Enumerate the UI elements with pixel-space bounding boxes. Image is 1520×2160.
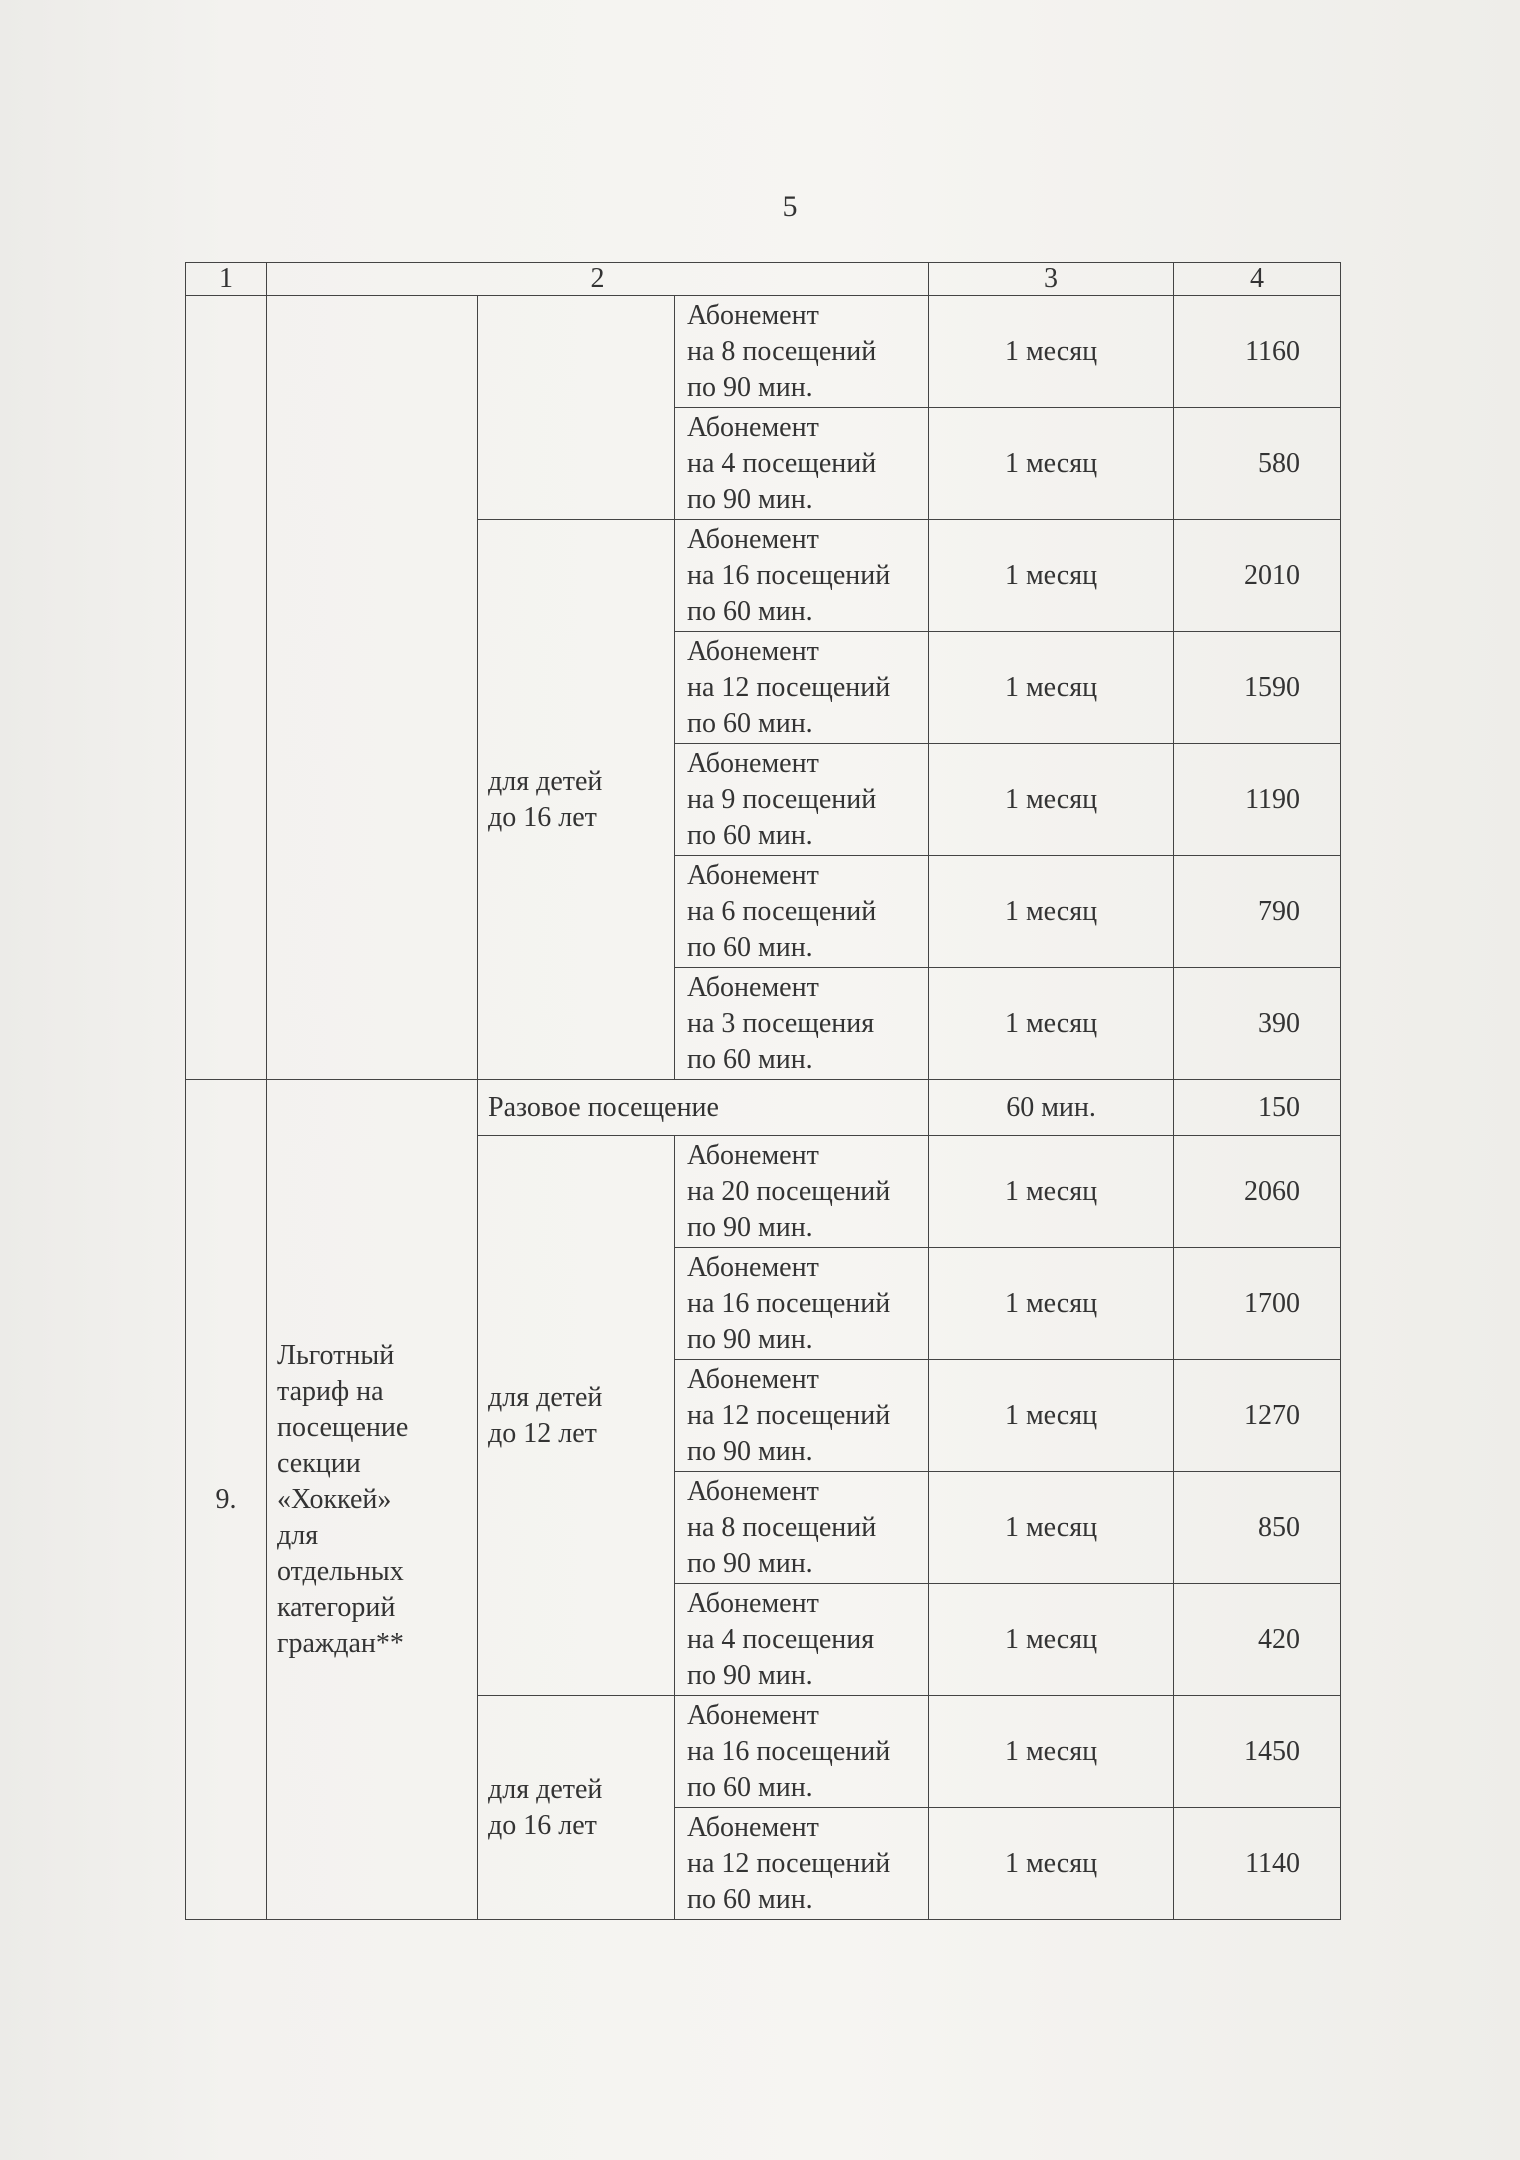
subscription-item: Абонемент на 3 посещения по 60 мин. xyxy=(675,968,929,1080)
subscription-item: Абонемент на 20 посещений по 90 мин. xyxy=(675,1136,929,1248)
service-name-cell-empty xyxy=(267,296,478,1080)
subscription-item: Абонемент на 12 посещений по 90 мин. xyxy=(675,1360,929,1472)
duration-cell: 1 месяц xyxy=(929,1472,1174,1584)
duration-cell: 1 месяц xyxy=(929,1584,1174,1696)
row-number-cell-empty xyxy=(186,296,267,1080)
duration-cell: 1 месяц xyxy=(929,1248,1174,1360)
subscription-item: Абонемент на 4 посещений по 90 мин. xyxy=(675,408,929,520)
subscription-item: Абонемент на 6 посещений по 60 мин. xyxy=(675,856,929,968)
service-name: Льготный тариф на посещение секции «Хоккей» для отдельных категорий граждан** xyxy=(267,1080,478,1920)
single-visit-item: Разовое посещение xyxy=(478,1080,929,1136)
duration-cell: 1 месяц xyxy=(929,520,1174,632)
header-col-3: 3 xyxy=(929,263,1174,296)
price-cell: 850 xyxy=(1174,1472,1341,1584)
table-header-row xyxy=(186,263,1341,296)
subscription-item: Абонемент на 16 посещений по 60 мин. xyxy=(675,1696,929,1808)
price-cell: 1700 xyxy=(1174,1248,1341,1360)
table-row xyxy=(186,296,1341,408)
header-col-2: 2 xyxy=(267,263,929,296)
tariff-table xyxy=(185,262,1341,1920)
subscription-item: Абонемент на 8 посещений по 90 мин. xyxy=(675,1472,929,1584)
price-cell: 420 xyxy=(1174,1584,1341,1696)
price-cell: 390 xyxy=(1174,968,1341,1080)
table-row xyxy=(186,1080,1341,1136)
duration-cell: 1 месяц xyxy=(929,856,1174,968)
subscription-item: Абонемент на 12 посещений по 60 мин. xyxy=(675,632,929,744)
subscription-item: Абонемент на 16 посещений по 90 мин. xyxy=(675,1248,929,1360)
duration-cell: 1 месяц xyxy=(929,632,1174,744)
duration-cell: 1 месяц xyxy=(929,296,1174,408)
age-group-label: для детей до 16 лет xyxy=(478,1696,675,1920)
duration-cell: 1 месяц xyxy=(929,1696,1174,1808)
price-cell: 580 xyxy=(1174,408,1341,520)
duration-cell: 1 месяц xyxy=(929,744,1174,856)
age-group-label: для детей до 16 лет xyxy=(478,520,675,1080)
duration-cell: 60 мин. xyxy=(929,1080,1174,1136)
page-number: 5 xyxy=(782,190,798,223)
subscription-item: Абонемент на 16 посещений по 60 мин. xyxy=(675,520,929,632)
subscription-item: Абонемент на 4 посещения по 90 мин. xyxy=(675,1584,929,1696)
price-cell: 2010 xyxy=(1174,520,1341,632)
age-group-label: для детей до 12 лет xyxy=(478,1136,675,1696)
price-cell: 1270 xyxy=(1174,1360,1341,1472)
duration-cell: 1 месяц xyxy=(929,1808,1174,1920)
age-group-cell-empty xyxy=(478,296,675,520)
duration-cell: 1 месяц xyxy=(929,1136,1174,1248)
subscription-item: Абонемент на 8 посещений по 90 мин. xyxy=(675,296,929,408)
row-number: 9. xyxy=(186,1080,267,1920)
price-cell: 1140 xyxy=(1174,1808,1341,1920)
price-cell: 1450 xyxy=(1174,1696,1341,1808)
header-col-4: 4 xyxy=(1174,263,1341,296)
price-cell: 790 xyxy=(1174,856,1341,968)
subscription-item: Абонемент на 9 посещений по 60 мин. xyxy=(675,744,929,856)
price-cell: 1190 xyxy=(1174,744,1341,856)
duration-cell: 1 месяц xyxy=(929,968,1174,1080)
header-col-1: 1 xyxy=(186,263,267,296)
subscription-item: Абонемент на 12 посещений по 60 мин. xyxy=(675,1808,929,1920)
duration-cell: 1 месяц xyxy=(929,1360,1174,1472)
price-cell: 150 xyxy=(1174,1080,1341,1136)
price-cell: 1590 xyxy=(1174,632,1341,744)
duration-cell: 1 месяц xyxy=(929,408,1174,520)
price-cell: 1160 xyxy=(1174,296,1341,408)
price-cell: 2060 xyxy=(1174,1136,1341,1248)
